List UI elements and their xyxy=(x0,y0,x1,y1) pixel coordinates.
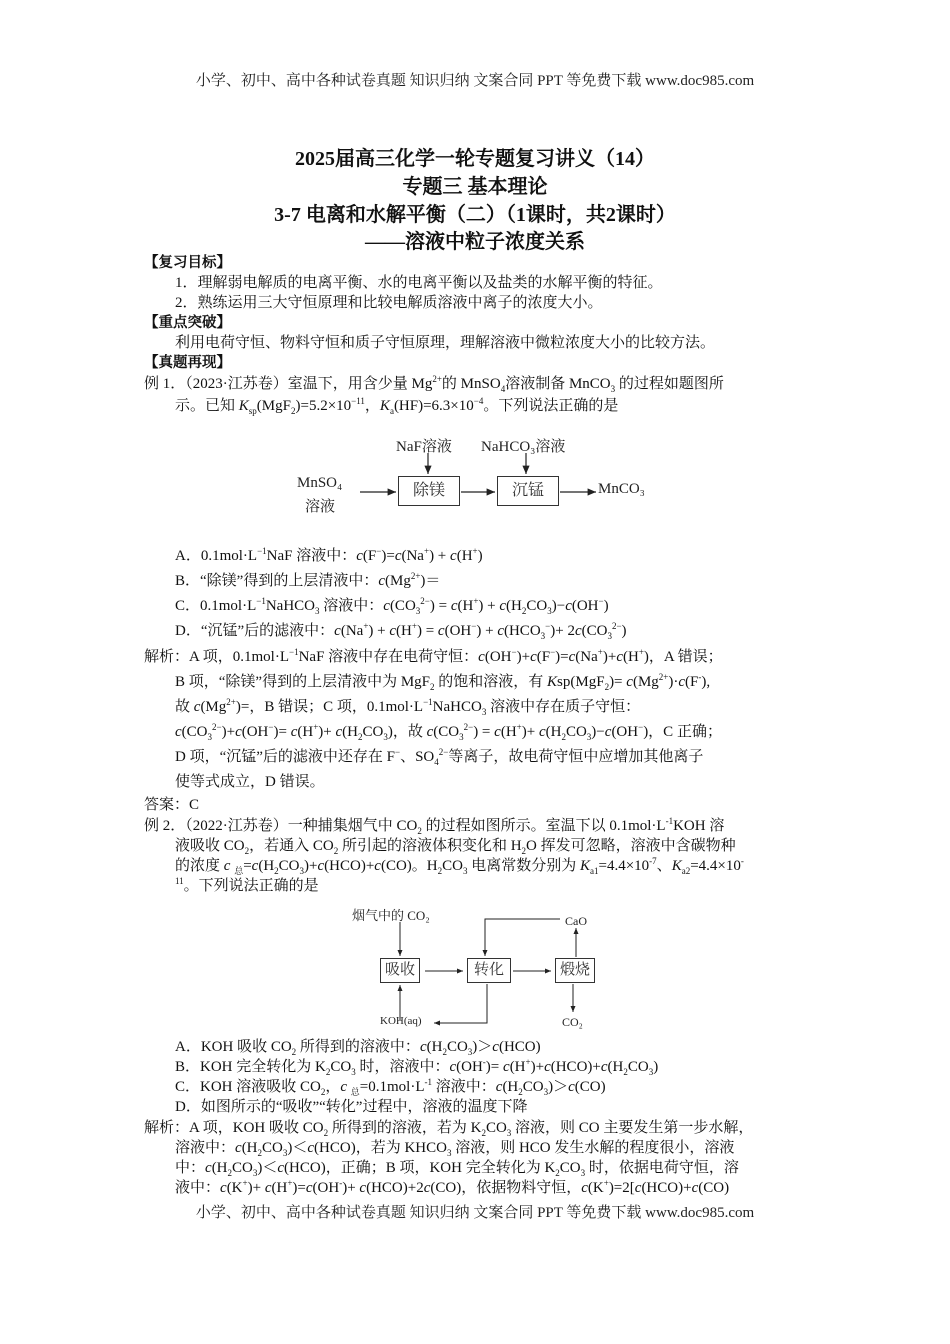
example1-flow-diagram xyxy=(280,425,680,535)
example1-analysis-3: 故 $c(Mg^{2+})=$，B 错误；C 项，$0.1mol\cdot L^{-1}NaHCO_3$ 溶液中存在质子守恒： xyxy=(175,697,641,717)
precipitate-mn-box: 沉锰 xyxy=(497,476,559,506)
nahco3-solution-label: NaHCO₃溶液 xyxy=(481,439,566,455)
example1-analysis-4: $c(CO_3^{2-})+c(OH^-)= c(H^+)+ c(H_2CO_3)$，故 $c(CO_3^{2-}) = c(H^+)+ c(H_2CO_3)-c(OH^-)$，C 正确； xyxy=(175,722,722,742)
section-key-points: 【重点突破】 xyxy=(144,315,231,331)
example2-option-a: A．KOH 吸收 $CO_2$ 所得到的溶液中：$c(H_2CO_3)>c(HCO)$ xyxy=(175,1039,541,1057)
calcine-box: 煅烧 xyxy=(555,958,595,983)
goal-2: 2．熟练运用三大守恒原理和比较电解质溶液中离子的浓度大小。 xyxy=(175,295,603,311)
absorb-box: 吸收 xyxy=(380,958,420,983)
flow-arrows-icon xyxy=(330,895,630,1035)
example1-option-c: C．$0.1mol\cdot L^{-1}NaHCO_3$ 溶液中：$c(CO_3^{2-}) = c(H^+) + c(H_2CO_3)-c(OH^-)$ xyxy=(175,596,609,616)
example2-analysis-3: 中：$c(H_2CO_3)<c(HCO)$，正确；B 项，KOH 完全转化为 $K_2CO_3$ 时，依据电荷守恒，溶 xyxy=(175,1160,739,1178)
mnso4-label: MnSO₄ xyxy=(297,475,343,491)
example1-analysis-1: 解析：A 项，$0.1mol\cdot L^{-1}NaF$ 溶液中存在电荷守恒：c(OH−)+c(F−)=c(Na+)+c(H+)，A 错误； xyxy=(144,647,723,665)
example1-option-b: B．“除镁”得到的上层清液中：$c(Mg^{2+})=$ xyxy=(175,571,441,589)
page-footer: 小学、初中、高中各种试卷真题 知识归纳 文案合同 PPT 等免费下载 www.doc985.com xyxy=(195,1205,755,1221)
example2-option-c: C．KOH 溶液吸收 $CO_2$，c $_总=0.1mol\cdot L^{-1}$ 溶液中：$c(H_2CO_3)>c(CO)$ xyxy=(175,1077,606,1097)
example2-stem-2: 液吸收 $CO_2$，若通入 $CO_2$ 所引起的溶液体积变化和 $H_2O$ 挥发可忽略，溶液中含碳物种 xyxy=(175,838,736,856)
example2-analysis-1: 解析：A 项，KOH 吸收 $CO_2$ 所得到的溶液，若为 $K_2CO_3$ 溶液，则 CO 主要发生第一步水解， xyxy=(144,1120,754,1138)
example1-stem-line2: 示。已知 $K_{sp}(MgF_2)=5.2\times 10^{-11}$，$K_a(HF)=6.3\times 10^{-4}$。下列说法正确的是 xyxy=(175,396,619,416)
example1-option-d: D．“沉锰”后的滤液中：$c(Na^+) + c(H^+) = c(OH^-) + c(HCO_3^-)+ 2c(CO_3^{2-})$ xyxy=(175,621,627,641)
example1-analysis-5: D 项，“沉锰”后的滤液中还存在 F−、$SO_4^{2-}$等离子，故电荷守恒中应增加其他离子 xyxy=(175,747,704,767)
mnco3-product-label: MnCO₃ xyxy=(598,481,645,497)
flue-gas-co2-label: 烟气中的 CO₂ xyxy=(352,908,430,923)
example1-analysis-6: 使等式成立，D 错误。 xyxy=(175,774,325,790)
mnso4-solution-label: 溶液 xyxy=(305,499,336,515)
example2-analysis-2: 溶液中：$c(H_2CO_3)<c(HCO)$，若为 $KHCO_3$ 溶液，则 HCO 发生水解的程度很小，溶液 xyxy=(175,1140,735,1158)
example1-stem-line1: 例 1．（2023·江苏卷）室温下，用含少量 $Mg^{2+}$的 MnSO$_4$溶液制备 MnCO$_3$ 的过程如题图所 xyxy=(144,374,724,394)
koh-aq-label: KOH(aq) xyxy=(380,1015,422,1027)
example2-stem-1: 例 2．（2022·江苏卷）一种捕集烟气中 $CO_2$ 的过程如图所示。室温下以 $0.1mol\cdot L^{-1}KOH$ 溶 xyxy=(144,816,725,836)
co2-output-label: CO₂ xyxy=(562,1015,583,1029)
example2-stem-4: $^{11}$。下列说法正确的是 xyxy=(175,876,319,894)
goal-1: 1．理解弱电解质的电离平衡、水的电离平衡以及盐类的水解平衡的特征。 xyxy=(175,275,663,291)
lesson-subtitle: ——溶液中粒子浓度关系 xyxy=(365,231,585,253)
naf-solution-label: NaF溶液 xyxy=(396,439,452,455)
lesson-title: 3-7 电离和水解平衡（二）（1课时，共2课时） xyxy=(274,204,676,226)
key-points-text: 利用电荷守恒、物料守恒和质子守恒原理，理解溶液中微粒浓度大小的比较方法。 xyxy=(175,335,716,351)
flow-arrows-icon xyxy=(280,425,680,535)
document-title: 2025届高三化学一轮专题复习讲义（14） xyxy=(295,148,655,170)
example2-flow-diagram xyxy=(330,895,630,1035)
cao-label: CaO xyxy=(565,914,587,928)
remove-mg-box: 除镁 xyxy=(398,476,460,506)
example2-option-b: B．KOH 完全转化为 $K_2CO_3$ 时，溶液中：$c(OH^-)= c(H^+)+c(HCO)+c(H_2CO_3)$ xyxy=(175,1057,659,1077)
example2-stem-3: 的浓度 c $_总=c(H_2CO_3)+c(HCO)+c(CO)$。$H_2CO_3$ 电离常数分别为 $K_{a1}=4.4\times 10^{-7}$、$K_{a2}=4.4\times 10^-$ xyxy=(175,856,744,876)
example2-option-d: D．如图所示的“吸收”“转化”过程中，溶液的温度下降 xyxy=(175,1099,528,1115)
page-header: 小学、初中、高中各种试卷真题 知识归纳 文案合同 PPT 等免费下载 www.doc985.com xyxy=(195,73,755,89)
convert-box: 转化 xyxy=(467,958,511,983)
example1-analysis-2: B 项，“除镁”得到的上层清液中为 MgF$_2$ 的饱和溶液，有 $Ksp(MgF_2)= c(Mg^{2+})\cdot c(F^-)$, xyxy=(175,672,711,692)
example1-answer: 答案：C xyxy=(144,797,200,813)
example2-analysis-4: 液中：c(K+)+ c(H+)=c(OH-)+ c(HCO)+2c(CO)，依据物料守恒，c(K+)=2[c(HCO)+c(CO) xyxy=(175,1178,730,1196)
section-review-goals: 【复习目标】 xyxy=(144,255,231,271)
topic-title: 专题三 基本理论 xyxy=(402,176,548,198)
section-real-exam: 【真题再现】 xyxy=(144,355,231,371)
example1-option-a: A．$0.1mol\cdot L^{-1}NaF$ 溶液中：c(F−)=c(Na+) + c(H+) xyxy=(175,546,483,564)
